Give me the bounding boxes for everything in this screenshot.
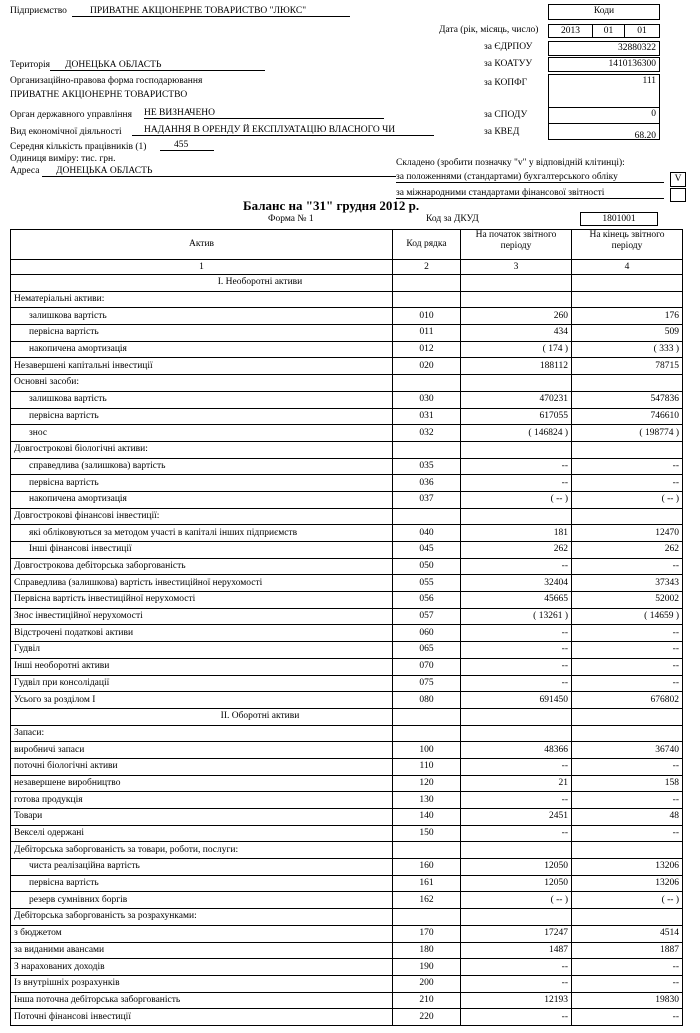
row-end-value: ( 198774 ) — [572, 425, 683, 442]
row-code — [393, 708, 461, 725]
table-row — [11, 308, 683, 325]
row-start-value — [461, 508, 572, 525]
table-row — [11, 925, 683, 942]
table-row — [11, 642, 683, 659]
row-end-value: 676802 — [572, 692, 683, 709]
spodu-value: 0 — [548, 107, 660, 124]
table-row — [11, 608, 683, 625]
table-row — [11, 658, 683, 675]
row-code — [393, 375, 461, 392]
row-start-value: 2451 — [461, 809, 572, 826]
row-start-value: -- — [461, 675, 572, 692]
row-end-value: 746610 — [572, 408, 683, 425]
row-start-value: -- — [461, 758, 572, 775]
table-row — [11, 408, 683, 425]
row-end-value: 12470 — [572, 525, 683, 542]
row-label: Відстрочені податкові активи — [11, 625, 393, 642]
row-start-value: 21 — [461, 775, 572, 792]
row-code: 130 — [393, 792, 461, 809]
row-end-value — [572, 375, 683, 392]
row-code: 056 — [393, 592, 461, 609]
table-row — [11, 542, 683, 559]
row-end-value: 36740 — [572, 742, 683, 759]
row-label: первісна вартість — [11, 408, 393, 425]
row-code — [393, 725, 461, 742]
spodu-label: за СПОДУ — [484, 110, 528, 120]
date-month: 01 — [592, 24, 625, 38]
table-row — [11, 592, 683, 609]
row-start-value: 12193 — [461, 992, 572, 1009]
row-label: накопичена амортизація — [11, 491, 393, 508]
table-row — [11, 325, 683, 342]
row-start-value: 48366 — [461, 742, 572, 759]
row-start-value: -- — [461, 975, 572, 992]
row-label: чиста реалізаційна вартість — [11, 859, 393, 876]
row-end-value: 52002 — [572, 592, 683, 609]
row-code: 036 — [393, 475, 461, 492]
table-row — [11, 475, 683, 492]
row-start-value: 691450 — [461, 692, 572, 709]
legal-form-value: ПРИВАТНЕ АКЦІОНЕРНЕ ТОВАРИСТВО — [10, 90, 188, 100]
row-code: 190 — [393, 959, 461, 976]
compiled-mark-box[interactable]: V — [670, 172, 686, 187]
row-code: 200 — [393, 975, 461, 992]
dkud-value: 1801001 — [580, 212, 658, 226]
row-label: Знос інвестиційної нерухомості — [11, 608, 393, 625]
kopfg-value: 111 — [548, 74, 660, 108]
row-start-value: -- — [461, 1009, 572, 1026]
page-title: Баланс на "31" грудня 2012 р. — [243, 198, 420, 213]
row-code: 161 — [393, 875, 461, 892]
row-end-value: 176 — [572, 308, 683, 325]
table-row — [11, 825, 683, 842]
row-code: 150 — [393, 825, 461, 842]
row-label: Незавершені капітальні інвестиції — [11, 358, 393, 375]
row-label: резерв сумнівних боргів — [11, 892, 393, 909]
row-start-value: ( 13261 ) — [461, 608, 572, 625]
row-start-value — [461, 375, 572, 392]
territory-value: ДОНЕЦЬКА ОБЛАСТЬ — [50, 60, 265, 71]
row-code: 037 — [393, 491, 461, 508]
row-label: Справедлива (залишкова) вартість інвестиційної нерухомості — [11, 575, 393, 592]
row-start-value: -- — [461, 959, 572, 976]
row-code: 100 — [393, 742, 461, 759]
table-row — [11, 842, 683, 859]
row-end-value: ( 333 ) — [572, 341, 683, 358]
row-code — [393, 842, 461, 859]
row-end-value: -- — [572, 959, 683, 976]
row-label: накопичена амортизація — [11, 341, 393, 358]
row-code: 210 — [393, 992, 461, 1009]
address-value: ДОНЕЦЬКА ОБЛАСТЬ — [42, 166, 396, 177]
row-label: Довгострокові фінансові інвестиції: — [11, 508, 393, 525]
row-start-value — [461, 725, 572, 742]
row-start-value: 181 — [461, 525, 572, 542]
table-row — [11, 558, 683, 575]
row-start-value — [461, 441, 572, 458]
compiled-option-2-box[interactable] — [670, 188, 686, 202]
enterprise-label: Підприємство — [10, 6, 67, 16]
row-end-value: 1887 — [572, 942, 683, 959]
table-row — [11, 375, 683, 392]
column-numbers-row — [11, 260, 683, 275]
row-start-value: 470231 — [461, 391, 572, 408]
row-end-value: -- — [572, 825, 683, 842]
row-end-value: ( -- ) — [572, 892, 683, 909]
row-start-value: ( -- ) — [461, 892, 572, 909]
row-code: 065 — [393, 642, 461, 659]
table-row — [11, 959, 683, 976]
row-code: 220 — [393, 1009, 461, 1026]
row-start-value: 260 — [461, 308, 572, 325]
row-label: Довгострокові біологічні активи: — [11, 441, 393, 458]
kved-label: за КВЕД — [484, 127, 520, 137]
row-start-value: -- — [461, 642, 572, 659]
row-label: Інші необоротні активи — [11, 658, 393, 675]
row-start-value: -- — [461, 658, 572, 675]
col-number-1: 1 — [11, 260, 393, 275]
date-label: Дата (рік, місяць, число) — [439, 25, 539, 35]
row-start-value: 434 — [461, 325, 572, 342]
row-end-value: -- — [572, 975, 683, 992]
codes-title: Коди — [548, 4, 660, 20]
row-start-value: 45665 — [461, 592, 572, 609]
row-code — [393, 909, 461, 926]
table-row — [11, 425, 683, 442]
row-label: Усього за розділом I — [11, 692, 393, 709]
row-label: Інша поточна дебіторська заборгованість — [11, 992, 393, 1009]
row-end-value: -- — [572, 792, 683, 809]
row-code — [393, 441, 461, 458]
table-row — [11, 458, 683, 475]
enterprise-value: ПРИВАТНЕ АКЦІОНЕРНЕ ТОВАРИСТВО "ЛЮКС" — [72, 6, 350, 17]
row-end-value — [572, 909, 683, 926]
table-row — [11, 525, 683, 542]
edrpou-value: 32880322 — [548, 41, 660, 56]
row-start-value: 32404 — [461, 575, 572, 592]
kopfg-label: за КОПФГ — [484, 78, 528, 88]
unit-label: Одиниця виміру: тис. грн. — [10, 154, 116, 164]
row-end-value: 19830 — [572, 992, 683, 1009]
row-code: 160 — [393, 859, 461, 876]
dkud-label: Код за ДКУД — [426, 214, 479, 224]
table-row — [11, 508, 683, 525]
row-code — [393, 291, 461, 308]
table-row — [11, 1009, 683, 1026]
row-label: Довгострокова дебіторська заборгованість — [11, 558, 393, 575]
row-label: виробничі запаси — [11, 742, 393, 759]
kved-value: 68.20 — [548, 123, 660, 140]
row-code — [393, 508, 461, 525]
row-label: Поточні фінансові інвестиції — [11, 1009, 393, 1026]
table-row — [11, 875, 683, 892]
row-label: первісна вартість — [11, 325, 393, 342]
row-code: 070 — [393, 658, 461, 675]
row-start-value: 17247 — [461, 925, 572, 942]
row-label: які обліковуються за методом участі в капіталі інших підприємств — [11, 525, 393, 542]
row-end-value: 13206 — [572, 875, 683, 892]
row-end-value: -- — [572, 675, 683, 692]
compiled-option-1: за положеннями (стандартами) бухгалтерського обліку — [396, 172, 664, 183]
row-end-value: -- — [572, 458, 683, 475]
row-end-value: -- — [572, 625, 683, 642]
table-row — [11, 391, 683, 408]
row-start-value: ( 174 ) — [461, 341, 572, 358]
row-end-value: 509 — [572, 325, 683, 342]
row-start-value: 1487 — [461, 942, 572, 959]
compiled-title: Складено (зробити позначку "v" у відповідній клітинці): — [396, 158, 625, 168]
row-code: 080 — [393, 692, 461, 709]
date-year: 2013 — [548, 24, 593, 38]
row-end-value — [572, 708, 683, 725]
row-code: 180 — [393, 942, 461, 959]
row-code: 045 — [393, 542, 461, 559]
row-code: 032 — [393, 425, 461, 442]
row-label: Інші фінансові інвестиції — [11, 542, 393, 559]
row-end-value: -- — [572, 475, 683, 492]
row-start-value: 12050 — [461, 875, 572, 892]
territory-label: Територія — [10, 60, 51, 70]
row-label: Первісна вартість інвестиційної нерухомості — [11, 592, 393, 609]
row-label: готова продукція — [11, 792, 393, 809]
table-row — [11, 942, 683, 959]
gov-body-label: Орган державного управління — [10, 110, 132, 120]
compiled-option-2: за міжнародними стандартами фінансової звітності — [396, 188, 664, 199]
row-end-value — [572, 275, 683, 292]
row-end-value: -- — [572, 658, 683, 675]
table-row — [11, 358, 683, 375]
row-code: 040 — [393, 525, 461, 542]
row-start-value — [461, 708, 572, 725]
row-end-value: 13206 — [572, 859, 683, 876]
row-code: 110 — [393, 758, 461, 775]
employees-value: 455 — [160, 140, 214, 151]
col-number-4: 4 — [572, 260, 683, 275]
row-code: 012 — [393, 341, 461, 358]
edrpou-label: за ЄДРПОУ — [484, 42, 533, 52]
row-label: Товари — [11, 809, 393, 826]
row-end-value — [572, 842, 683, 859]
row-code: 057 — [393, 608, 461, 625]
table-row — [11, 491, 683, 508]
gov-body-value: НЕ ВИЗНАЧЕНО — [144, 108, 384, 119]
table-row — [11, 792, 683, 809]
row-start-value — [461, 275, 572, 292]
header-code: Код рядка — [393, 230, 461, 260]
row-label: первісна вартість — [11, 875, 393, 892]
koatuu-label: за КОАТУУ — [484, 59, 533, 69]
row-label: Запаси: — [11, 725, 393, 742]
row-code: 011 — [393, 325, 461, 342]
row-start-value: -- — [461, 558, 572, 575]
row-label: за виданими авансами — [11, 942, 393, 959]
row-end-value — [572, 508, 683, 525]
row-code: 020 — [393, 358, 461, 375]
koatuu-value: 1410136300 — [548, 57, 660, 72]
balance-table — [10, 229, 683, 1026]
table-row — [11, 341, 683, 358]
row-label: I. Необоротні активи — [11, 275, 393, 292]
table-row — [11, 675, 683, 692]
row-label: з бюджетом — [11, 925, 393, 942]
row-code: 031 — [393, 408, 461, 425]
legal-form-label: Организаційно-правова форма господарювання — [10, 76, 203, 86]
table-row — [11, 291, 683, 308]
row-start-value: -- — [461, 792, 572, 809]
row-label: З нарахованих доходів — [11, 959, 393, 976]
row-code: 170 — [393, 925, 461, 942]
table-row — [11, 775, 683, 792]
row-end-value: 4514 — [572, 925, 683, 942]
row-code: 075 — [393, 675, 461, 692]
row-start-value — [461, 909, 572, 926]
row-start-value: -- — [461, 825, 572, 842]
row-end-value: 37343 — [572, 575, 683, 592]
row-end-value: 48 — [572, 809, 683, 826]
row-end-value: 547836 — [572, 391, 683, 408]
row-code — [393, 275, 461, 292]
row-code: 030 — [393, 391, 461, 408]
row-label: незавершене виробництво — [11, 775, 393, 792]
row-start-value: 617055 — [461, 408, 572, 425]
col-number-2: 2 — [393, 260, 461, 275]
row-start-value: -- — [461, 458, 572, 475]
table-row — [11, 708, 683, 725]
row-end-value: -- — [572, 642, 683, 659]
table-row — [11, 909, 683, 926]
row-label: залишкова вартість — [11, 391, 393, 408]
table-row — [11, 692, 683, 709]
table-row — [11, 809, 683, 826]
activity-value: НАДАННЯ В ОРЕНДУ Й ЕКСПЛУАТАЦІЮ ВЛАСНОГО ЧИ — [132, 125, 434, 136]
activity-label: Вид економічної діяльності — [10, 127, 122, 137]
address-label: Адреса — [10, 166, 40, 176]
form-label: Форма № 1 — [268, 214, 314, 224]
table-row — [11, 575, 683, 592]
row-start-value — [461, 291, 572, 308]
row-label: Нематеріальні активи: — [11, 291, 393, 308]
row-start-value: -- — [461, 475, 572, 492]
row-label: Векселі одержані — [11, 825, 393, 842]
header-start: На початок звітного періоду — [461, 230, 572, 260]
table-header-row — [11, 230, 683, 260]
row-end-value: 78715 — [572, 358, 683, 375]
row-end-value: 262 — [572, 542, 683, 559]
row-end-value: -- — [572, 1009, 683, 1026]
row-code: 120 — [393, 775, 461, 792]
table-row — [11, 892, 683, 909]
row-label: справедлива (залишкова) вартість — [11, 458, 393, 475]
table-row — [11, 859, 683, 876]
row-code: 010 — [393, 308, 461, 325]
header-asset: Актив — [11, 230, 393, 260]
row-label: знос — [11, 425, 393, 442]
row-code: 055 — [393, 575, 461, 592]
row-label: Із внутрішніх розрахунків — [11, 975, 393, 992]
table-row — [11, 975, 683, 992]
row-label: первісна вартість — [11, 475, 393, 492]
table-row — [11, 725, 683, 742]
row-label: Дебіторська заборгованість за розрахунками: — [11, 909, 393, 926]
row-label: залишкова вартість — [11, 308, 393, 325]
header-end: На кінець звітного періоду — [572, 230, 683, 260]
table-row — [11, 441, 683, 458]
row-start-value: ( 146824 ) — [461, 425, 572, 442]
row-code: 060 — [393, 625, 461, 642]
table-row — [11, 742, 683, 759]
table-row — [11, 625, 683, 642]
row-label: Основні засоби: — [11, 375, 393, 392]
row-start-value: 12050 — [461, 859, 572, 876]
row-end-value: ( 14659 ) — [572, 608, 683, 625]
row-code: 140 — [393, 809, 461, 826]
row-label: Дебіторська заборгованість за товари, роботи, послуги: — [11, 842, 393, 859]
row-start-value: 188112 — [461, 358, 572, 375]
row-label: поточні біологічні активи — [11, 758, 393, 775]
table-row — [11, 992, 683, 1009]
row-end-value: ( -- ) — [572, 491, 683, 508]
table-row — [11, 758, 683, 775]
row-end-value — [572, 725, 683, 742]
row-code: 162 — [393, 892, 461, 909]
row-label: Гудвіл — [11, 642, 393, 659]
col-number-3: 3 — [461, 260, 572, 275]
employees-label: Середня кількість працівників (1) — [10, 142, 147, 152]
row-start-value: ( -- ) — [461, 491, 572, 508]
row-end-value: -- — [572, 558, 683, 575]
row-code: 035 — [393, 458, 461, 475]
table-row — [11, 275, 683, 292]
row-end-value: 158 — [572, 775, 683, 792]
row-start-value: 262 — [461, 542, 572, 559]
row-start-value — [461, 842, 572, 859]
row-label: II. Оборотні активи — [11, 708, 393, 725]
row-code: 050 — [393, 558, 461, 575]
row-label: Гудвіл при консолідації — [11, 675, 393, 692]
row-start-value: -- — [461, 625, 572, 642]
date-day: 01 — [624, 24, 660, 38]
row-end-value — [572, 441, 683, 458]
row-end-value — [572, 291, 683, 308]
row-end-value: -- — [572, 758, 683, 775]
